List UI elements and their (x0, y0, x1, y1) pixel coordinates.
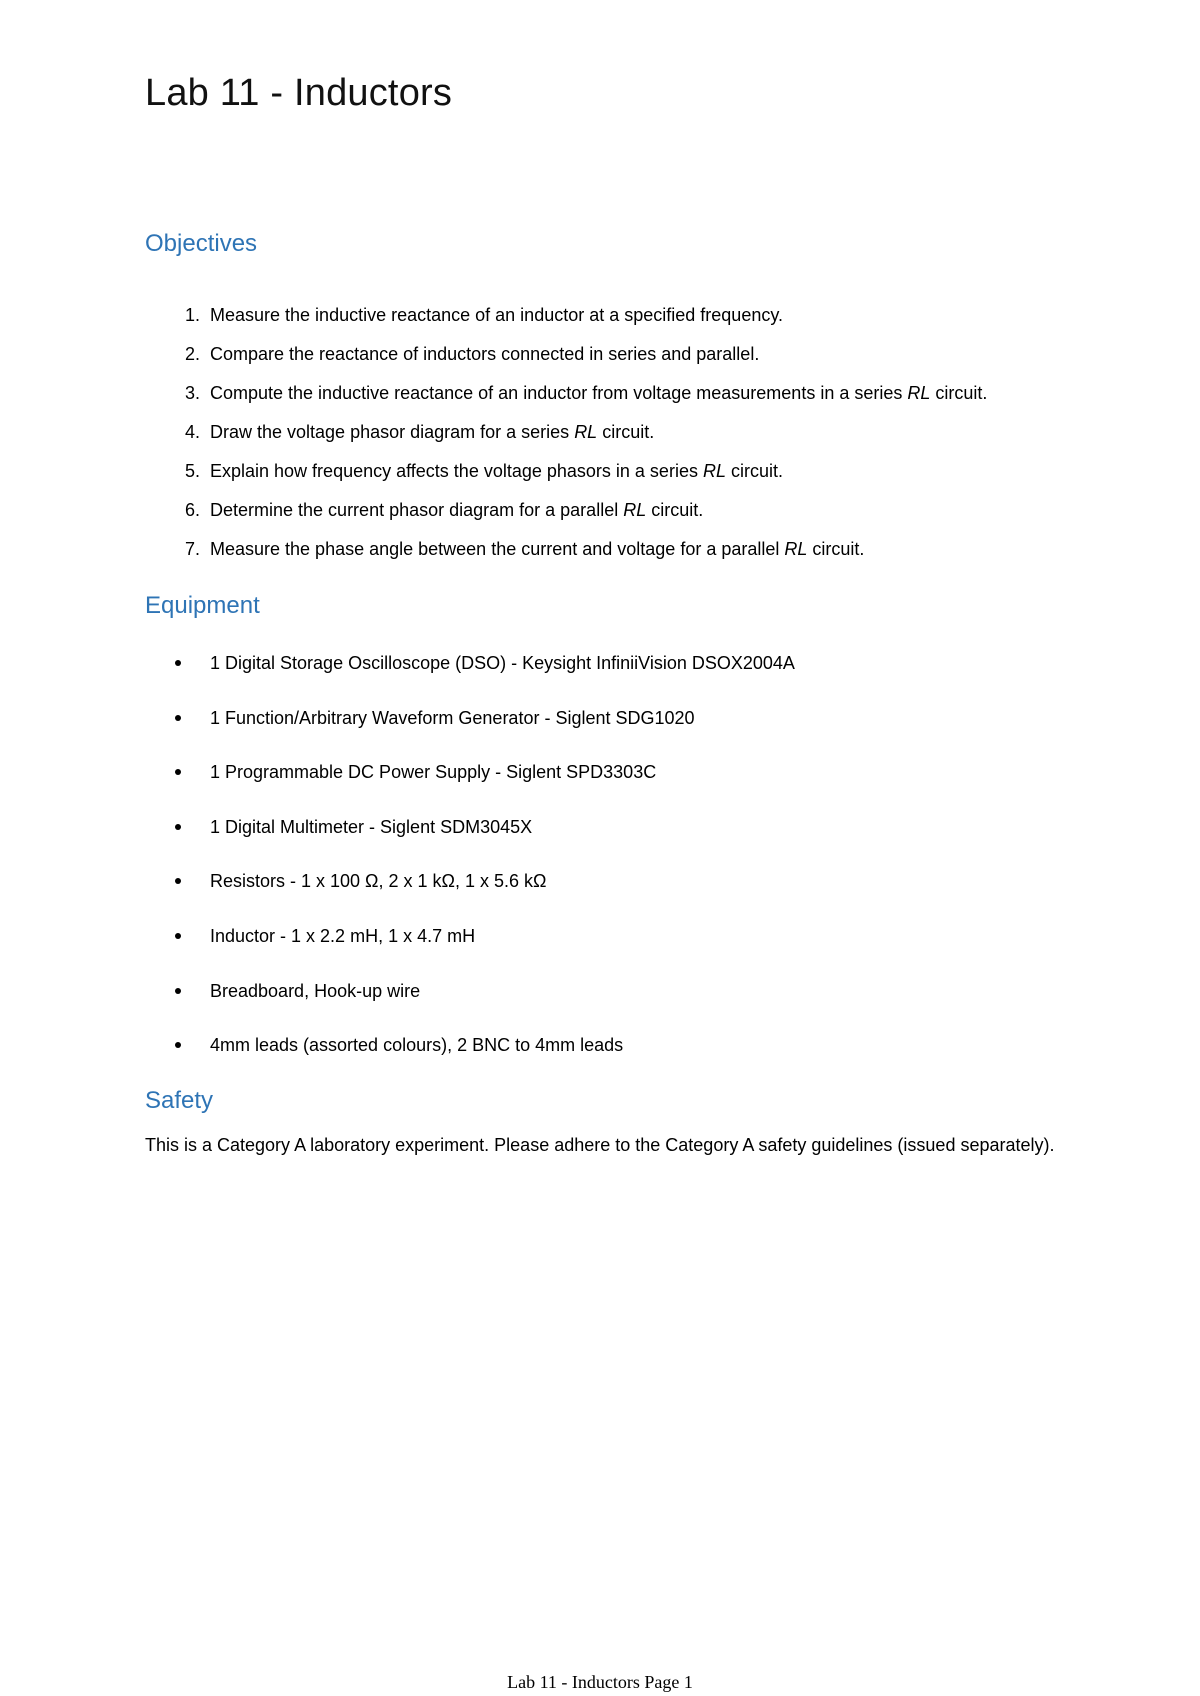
list-item (145, 378, 1145, 417)
objective-text: Compare the reactance of inductors connected in series and parallel. (210, 344, 760, 364)
equipment-heading: Equipment (145, 592, 260, 619)
bullet-icon (145, 866, 200, 921)
objectives-heading: Objectives (145, 230, 258, 257)
objective-text: Compute the inductive reactance of an inductor from voltage measurements in a series RL circuit. (210, 383, 988, 403)
list-item (145, 495, 1145, 534)
item-number: 6. (184, 500, 200, 520)
bullet-icon (145, 648, 200, 703)
bullet-icon (145, 812, 200, 867)
objective-text: Measure the phase angle between the current and voltage for a parallel RL circuit. (210, 539, 865, 559)
objective-text: Measure the inductive reactance of an inductor at a specified frequency. (210, 305, 784, 325)
list-item (145, 1030, 1145, 1085)
list-item (145, 417, 1145, 456)
equipment-text: Inductor - 1 x 2.2 mH, 1 x 4.7 mH (210, 925, 476, 946)
item-number: 1. (184, 305, 200, 325)
list-item (145, 300, 1145, 339)
objective-text: Explain how frequency affects the voltage phasors in a series RL circuit. (210, 461, 783, 481)
list-item (145, 456, 1145, 495)
list-item (145, 976, 1145, 1031)
page-footer: Lab 11 - Inductors Page 1 (507, 1672, 693, 1692)
equipment-text: 1 Programmable DC Power Supply - Siglent SPD3303C (210, 762, 657, 783)
bullet-icon (145, 976, 200, 1031)
list-item (145, 534, 1145, 573)
list-item (145, 648, 1145, 703)
list-item (145, 921, 1145, 976)
list-item (145, 339, 1145, 378)
item-number: 2. (184, 344, 200, 364)
equipment-text: 1 Digital Multimeter - Siglent SDM3045X (210, 816, 533, 837)
list-item (145, 812, 1145, 867)
bullet-icon (145, 757, 200, 812)
equipment-text: 1 Function/Arbitrary Waveform Generator - Siglent SDG1020 (210, 707, 695, 728)
objective-text: Determine the current phasor diagram for a parallel RL circuit. (210, 500, 704, 520)
equipment-text: Breadboard, Hook-up wire (210, 980, 421, 1001)
equipment-text: 4mm leads (assorted colours), 2 BNC to 4mm leads (210, 1035, 624, 1056)
equipment-text: 1 Digital Storage Oscilloscope (DSO) - Keysight InfiniiVision DSOX2004A (210, 653, 795, 673)
list-item (145, 703, 1145, 758)
item-number: 7. (184, 539, 200, 559)
item-number: 3. (184, 383, 200, 403)
list-item (145, 866, 1145, 921)
list-item (145, 757, 1145, 812)
bullet-icon (145, 703, 200, 758)
bullet-icon (145, 1030, 200, 1085)
safety-heading: Safety (145, 1087, 214, 1114)
bullet-icon (145, 921, 200, 976)
equipment-text: Resistors - 1 x 100 Ω, 2 x 1 kΩ, 1 x 5.6 kΩ (210, 871, 547, 892)
safety-text: This is a Category A laboratory experiment. Please adhere to the Category A safety guidelines (issued separately). (145, 1135, 1055, 1155)
equipment-list (145, 648, 1145, 1085)
item-number: 5. (184, 461, 200, 481)
objectives-list (145, 300, 1145, 573)
page-title: Lab 11 - Inductors (145, 72, 453, 114)
item-number: 4. (184, 422, 200, 442)
objective-text: Draw the voltage phasor diagram for a series RL circuit. (210, 422, 655, 442)
